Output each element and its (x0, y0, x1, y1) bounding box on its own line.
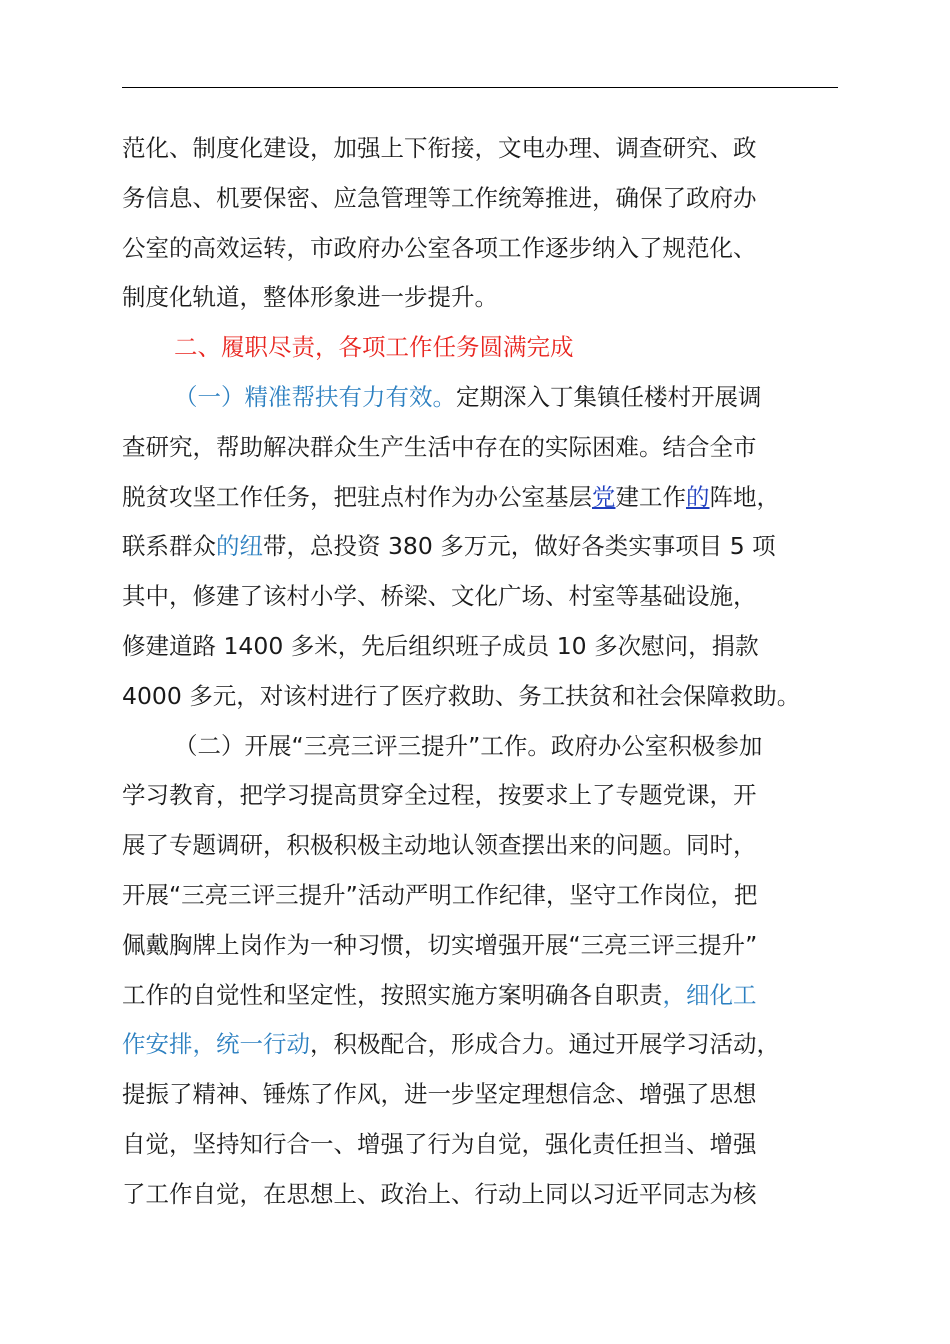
text-span: 定期深入丁集镇任楼村开展调 (456, 382, 762, 411)
text-line: 制度化轨道，整体形象进一步提升。 (122, 283, 498, 312)
text-line: 学习教育，把学习提高贯穿全过程，按要求上了专题党课，开 (122, 781, 757, 810)
text-line (122, 522, 842, 572)
text-span: 阵地， (709, 482, 780, 511)
text-line (122, 1020, 842, 1070)
highlighted-text: 作安排，统一行动 (122, 1030, 310, 1059)
text-line (122, 473, 842, 523)
highlighted-text: ，细化工 (662, 980, 757, 1009)
text-line: 4000 多元，对该村进行了医疗救助、务工扶贫和社会保障救助。 (122, 681, 801, 710)
text-line (122, 971, 842, 1021)
text-line: 佩戴胸牌上岗作为一种习惯，切实增强开展“三亮三评三提升” (122, 930, 758, 959)
subheading-text: （一）精准帮扶有力有效。 (174, 382, 456, 411)
document-body (122, 124, 842, 1220)
text-line: 范化、制度化建设，加强上下衔接，文电办理、调查研究、政 (122, 134, 757, 162)
text-line: 开展“三亮三评三提升”活动严明工作纪律，坚守工作岗位，把 (122, 880, 758, 909)
header-rule (122, 87, 838, 88)
text-line: 了工作自觉，在思想上、政治上、行动上同以习近平同志为核 (122, 1179, 757, 1208)
text-line: 查研究，帮助解决群众生产生活中存在的实际困难。结合全市 (122, 432, 757, 461)
text-span: 联系群众 (122, 532, 216, 561)
text-span: 脱贫攻坚工作任务，把驻点村作为办公室基层 (122, 482, 592, 511)
text-line: 公室的高效运转，市政府办公室各项工作逐步纳入了规范化、 (122, 233, 757, 262)
text-line: 务信息、机要保密、应急管理等工作统筹推进，确保了政府办 (122, 183, 757, 212)
text-span: 工作的自觉性和坚定性，按照实施方案明确各自职责 (122, 980, 663, 1009)
hyperlink[interactable]: 党 (592, 482, 616, 511)
text-span: 带，总投资 380 多万元，做好各类实事项目 5 项 (263, 532, 776, 561)
text-line: 自觉，坚持知行合一、增强了行为自觉，强化责任担当、增强 (122, 1129, 757, 1158)
text-line: 提振了精神、锤炼了作风，进一步坚定理想信念、增强了思想 (122, 1080, 757, 1109)
text-span: 建工作 (615, 482, 686, 511)
text-line: 修建道路 1400 多米，先后组织班子成员 10 多次慰问，捐款 (122, 631, 759, 660)
text-line: 展了专题调研，积极积极主动地认领查摆出来的问题。同时， (122, 831, 757, 860)
text-line (122, 373, 842, 423)
text-span: ，积极配合，形成合力。通过开展学习活动， (310, 1030, 780, 1059)
hyperlink[interactable]: 的 (686, 482, 710, 511)
section-heading: 二、履职尽责，各项工作任务圆满完成 (174, 333, 574, 362)
text-line: （二）开展“三亮三评三提升”工作。政府办公室积极参加 (174, 731, 763, 760)
highlighted-text: 的纽 (216, 532, 263, 561)
text-line: 其中，修建了该村小学、桥梁、文化广场、村室等基础设施， (122, 582, 757, 611)
